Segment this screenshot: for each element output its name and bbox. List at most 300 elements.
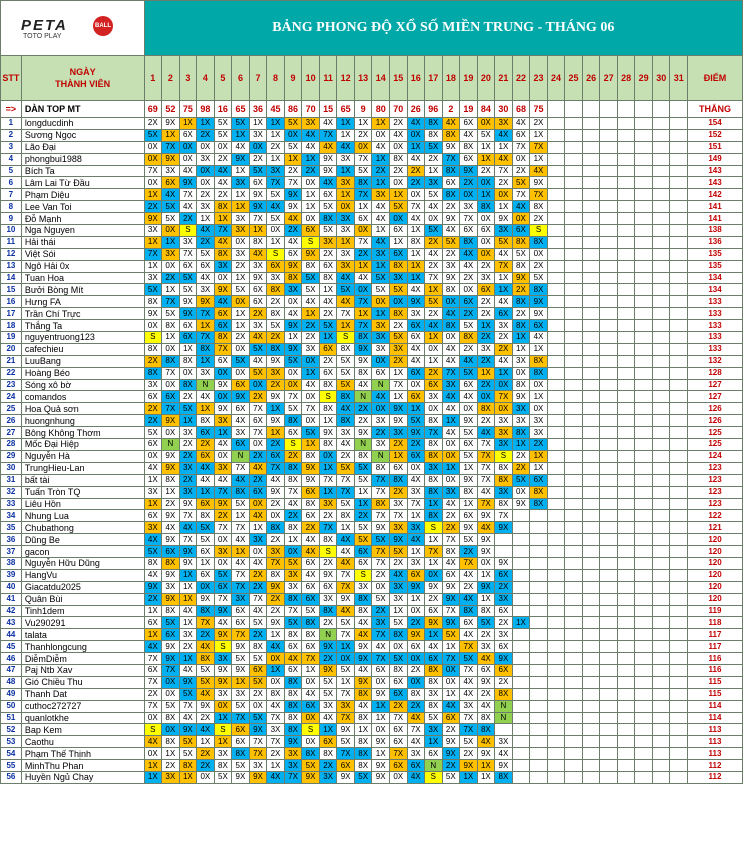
day-result: N (495, 712, 513, 724)
day-result: 4X (197, 641, 215, 653)
day-result: 0X (302, 415, 320, 427)
day-result: 8X (284, 700, 302, 712)
day-result: N (197, 379, 215, 391)
day-result: 4X (477, 486, 495, 498)
day-result: 9X (442, 748, 460, 760)
day-result: 5X (179, 272, 197, 284)
member-points: 113 (688, 748, 743, 760)
day-result: 8X (284, 724, 302, 736)
table-row (1, 153, 743, 165)
day-result (617, 415, 635, 427)
day-result: 7X (284, 177, 302, 189)
day-result (565, 332, 583, 344)
day-result (582, 712, 600, 724)
day-result: 5X (197, 664, 215, 676)
day-result: 5X (162, 308, 180, 320)
day-result: 3X (319, 771, 337, 783)
day-result: 1X (249, 225, 267, 237)
day-result: 7X (407, 498, 425, 510)
day-result: 7X (354, 296, 372, 308)
day-result: 9X (530, 308, 548, 320)
day-result: 0X (354, 225, 372, 237)
day-result (547, 581, 565, 593)
day-result (635, 332, 653, 344)
table-row (1, 332, 743, 344)
day-result (617, 450, 635, 462)
day-result (617, 748, 635, 760)
day-result (617, 641, 635, 653)
day-result: 3X (249, 129, 267, 141)
day-result (600, 486, 618, 498)
day-result (635, 474, 653, 486)
day-result: 8X (477, 605, 495, 617)
day-result: 1X (354, 201, 372, 213)
day-result (600, 510, 618, 522)
day-result (512, 557, 530, 569)
day-result: 7X (389, 510, 407, 522)
day-result (565, 748, 583, 760)
day-result: 1X (372, 177, 390, 189)
day-result (617, 379, 635, 391)
day-result: 3X (495, 118, 513, 130)
table-row (1, 664, 743, 676)
day-result: 0X (530, 379, 548, 391)
day-result: 9X (477, 676, 495, 688)
day-result: 1X (179, 118, 197, 130)
day-result: 6X (389, 248, 407, 260)
day-result: 4X (442, 557, 460, 569)
member-name: huongnhung (21, 415, 144, 427)
day-result: 5X (512, 248, 530, 260)
day-result: 2X (477, 332, 495, 344)
day-result (600, 129, 618, 141)
day-result: 6X (302, 700, 320, 712)
day-result: 1X (337, 129, 355, 141)
day-result (617, 664, 635, 676)
day-result: 9X (249, 201, 267, 213)
day-result: 9X (495, 760, 513, 772)
day-result: 3X (425, 724, 443, 736)
day-result: 8X (249, 641, 267, 653)
top-row-value: 70 (389, 101, 407, 118)
day-result: 0X (512, 213, 530, 225)
day-result: 8X (319, 534, 337, 546)
day-result (600, 320, 618, 332)
day-result (582, 664, 600, 676)
day-result: 2X (249, 629, 267, 641)
day-result: 1X (372, 153, 390, 165)
day-result (670, 700, 688, 712)
day-result: 1X (337, 165, 355, 177)
day-result: 3X (267, 367, 285, 379)
day-result (582, 165, 600, 177)
day-result: 9X (477, 510, 495, 522)
day-result: 8X (197, 653, 215, 665)
table-row (1, 439, 743, 451)
day-result (565, 474, 583, 486)
day-result: 2X (389, 439, 407, 451)
day-result: 0X (407, 676, 425, 688)
day-result: 8X (267, 308, 285, 320)
day-result (670, 676, 688, 688)
day-result (652, 260, 670, 272)
day-result: 1X (407, 260, 425, 272)
row-number: 40 (1, 581, 22, 593)
day-result: 6X (319, 367, 337, 379)
day-result: 7X (512, 189, 530, 201)
day-result: 1X (477, 569, 495, 581)
day-result: 5X (460, 653, 478, 665)
day-result (582, 676, 600, 688)
day-result: 1X (197, 355, 215, 367)
day-result: 8X (214, 248, 232, 260)
day-result: 3X (214, 415, 232, 427)
day-result: 0X (162, 676, 180, 688)
day-result (652, 450, 670, 462)
day-result (582, 546, 600, 558)
day-result: 1X (179, 581, 197, 593)
day-result: 7X (372, 557, 390, 569)
day-header-19: 19 (460, 56, 478, 101)
day-result (635, 165, 653, 177)
day-result: 0X (389, 177, 407, 189)
day-result: 5X (389, 332, 407, 344)
day-result: 5X (389, 546, 407, 558)
day-result (617, 736, 635, 748)
table-row (1, 569, 743, 581)
day-result: N (354, 391, 372, 403)
day-result (617, 534, 635, 546)
day-result: 3X (179, 629, 197, 641)
day-result (635, 415, 653, 427)
day-result: 8X (530, 486, 548, 498)
day-result: 7X (372, 629, 390, 641)
day-result: 5X (232, 118, 250, 130)
row-number: 46 (1, 653, 22, 665)
day-result: 3X (232, 427, 250, 439)
day-result: 1X (267, 629, 285, 641)
day-result: 9X (162, 653, 180, 665)
day-result: S (354, 569, 372, 581)
day-result: 7X (425, 427, 443, 439)
day-result: 6X (372, 664, 390, 676)
day-result: 9X (512, 498, 530, 510)
day-result: 6X (249, 486, 267, 498)
day-header-18: 18 (442, 56, 460, 101)
day-result (582, 379, 600, 391)
day-result: 8X (197, 415, 215, 427)
day-result: 3X (337, 153, 355, 165)
day-result: 8X (389, 153, 407, 165)
day-result (530, 557, 548, 569)
day-result (530, 664, 548, 676)
table-row (1, 355, 743, 367)
day-result: 4X (179, 165, 197, 177)
row-number: 13 (1, 260, 22, 272)
day-result: 1X (144, 605, 162, 617)
day-result (635, 272, 653, 284)
day-result: 6X (162, 391, 180, 403)
member-points: 127 (688, 379, 743, 391)
day-result: 5X (389, 284, 407, 296)
day-result: 1X (302, 439, 320, 451)
day-result: 7X (425, 546, 443, 558)
day-result: S (179, 225, 197, 237)
day-header-14: 14 (372, 56, 390, 101)
day-result: 1X (249, 522, 267, 534)
day-result: 6X (425, 605, 443, 617)
top-row-value (547, 101, 565, 118)
day-result (652, 712, 670, 724)
day-result: N (162, 439, 180, 451)
day-result (582, 569, 600, 581)
day-result (512, 664, 530, 676)
day-result: 4X (302, 569, 320, 581)
day-result: 9X (162, 118, 180, 130)
day-result: 2X (249, 474, 267, 486)
day-result (582, 177, 600, 189)
day-result (512, 771, 530, 783)
day-result: 1X (407, 225, 425, 237)
member-points: 133 (688, 296, 743, 308)
day-result: 9X (249, 771, 267, 783)
day-result (652, 367, 670, 379)
day-result: 6X (197, 260, 215, 272)
member-points: 112 (688, 760, 743, 772)
day-result (617, 427, 635, 439)
day-result (600, 450, 618, 462)
day-result: 8X (407, 236, 425, 248)
day-header-23: 23 (530, 56, 548, 101)
day-result (670, 284, 688, 296)
day-result: 2X (267, 593, 285, 605)
day-result: 9X (319, 427, 337, 439)
member-name: Giacatdu2025 (21, 581, 144, 593)
member-name: Dũng Be (21, 534, 144, 546)
day-result: 7X (249, 213, 267, 225)
day-result (565, 379, 583, 391)
day-result: 0X (214, 272, 232, 284)
day-result: 8X (179, 355, 197, 367)
day-result (565, 641, 583, 653)
day-result: 5X (179, 403, 197, 415)
day-result: 0X (249, 700, 267, 712)
day-result: 5X (354, 474, 372, 486)
day-result: 4X (319, 141, 337, 153)
day-result: 9X (495, 557, 513, 569)
table-row (1, 284, 743, 296)
day-result: 4X (214, 236, 232, 248)
day-result: 3X (179, 427, 197, 439)
day-result (670, 391, 688, 403)
day-result (565, 118, 583, 130)
day-result: 2X (249, 450, 267, 462)
row-number: 27 (1, 427, 22, 439)
member-name: Thắng Ta (21, 320, 144, 332)
day-result (635, 546, 653, 558)
day-result: 8X (425, 676, 443, 688)
day-result: 3X (267, 272, 285, 284)
day-result: 2X (319, 355, 337, 367)
day-result (547, 415, 565, 427)
day-result: 2X (372, 427, 390, 439)
day-result: 1X (389, 236, 407, 248)
day-result (565, 296, 583, 308)
day-result: 2X (512, 284, 530, 296)
row-number: 25 (1, 403, 22, 415)
day-result: 0X (232, 296, 250, 308)
day-result (652, 320, 670, 332)
member-points: 123 (688, 474, 743, 486)
top-row-value: 65 (337, 101, 355, 118)
day-result: 4X (372, 641, 390, 653)
name-header-line: THÀNH VIÊN (55, 79, 111, 89)
day-result: 4X (302, 296, 320, 308)
day-result: 5X (197, 248, 215, 260)
day-header-17: 17 (425, 56, 443, 101)
day-result: 0X (442, 676, 460, 688)
day-result (530, 510, 548, 522)
day-result: 6X (389, 724, 407, 736)
day-result: 5X (179, 284, 197, 296)
day-result: 7X (442, 367, 460, 379)
day-result (600, 189, 618, 201)
day-result (565, 391, 583, 403)
day-result: 4X (249, 462, 267, 474)
day-result: 7X (354, 236, 372, 248)
day-result: 4X (179, 201, 197, 213)
member-points: 133 (688, 343, 743, 355)
day-result: 7X (162, 664, 180, 676)
day-result: 1X (319, 486, 337, 498)
day-result: 7X (232, 712, 250, 724)
day-result (635, 296, 653, 308)
day-result: 8X (284, 629, 302, 641)
day-result: 0X (162, 724, 180, 736)
table-row (1, 593, 743, 605)
day-result: 6X (197, 498, 215, 510)
day-result: 2X (319, 617, 337, 629)
day-result: 2X (407, 177, 425, 189)
day-result: 7X (232, 581, 250, 593)
day-result (530, 605, 548, 617)
day-result (547, 641, 565, 653)
day-result (670, 248, 688, 260)
day-result (512, 510, 530, 522)
day-result: 4X (407, 771, 425, 783)
row-number: 3 (1, 141, 22, 153)
day-result (582, 474, 600, 486)
day-header-8: 8 (267, 56, 285, 101)
day-result: 7X (337, 712, 355, 724)
member-name: Sóng xô bờ (21, 379, 144, 391)
day-result (547, 118, 565, 130)
day-result: 3X (214, 462, 232, 474)
day-result (600, 641, 618, 653)
day-result (547, 284, 565, 296)
row-number: 31 (1, 474, 22, 486)
day-result: 7X (337, 474, 355, 486)
day-header-22: 22 (512, 56, 530, 101)
day-result: 1X (337, 641, 355, 653)
day-result: 7X (372, 653, 390, 665)
row-number: 54 (1, 748, 22, 760)
day-result: 2X (319, 248, 337, 260)
day-result: 3X (337, 700, 355, 712)
row-number: 8 (1, 201, 22, 213)
day-result: 5X (232, 760, 250, 772)
day-result: 5X (354, 534, 372, 546)
day-result: 5X (302, 760, 320, 772)
day-result: 1X (337, 676, 355, 688)
top-row-value (565, 101, 583, 118)
day-result: 9X (460, 522, 478, 534)
day-result: 0X (477, 177, 495, 189)
day-result: 0X (214, 391, 232, 403)
day-result: 4X (267, 474, 285, 486)
day-result: 7X (460, 664, 478, 676)
day-result: 4X (337, 141, 355, 153)
top-row-value: 65 (232, 101, 250, 118)
member-name: Phạm Diệu (21, 189, 144, 201)
day-result (600, 403, 618, 415)
day-result (670, 641, 688, 653)
day-result (635, 534, 653, 546)
day-result: 4X (197, 474, 215, 486)
day-result: 2X (214, 510, 232, 522)
day-result (670, 486, 688, 498)
day-result: 4X (442, 700, 460, 712)
day-result: 9X (512, 391, 530, 403)
day-result: 7X (477, 439, 495, 451)
day-result: 5X (249, 676, 267, 688)
day-result: 2X (249, 581, 267, 593)
day-result (512, 700, 530, 712)
day-result: 4X (284, 236, 302, 248)
day-result: S (144, 332, 162, 344)
day-result: 1X (197, 736, 215, 748)
day-result: 1X (197, 486, 215, 498)
day-result: 4X (407, 534, 425, 546)
day-result: 9X (249, 189, 267, 201)
logo-text: PETA (21, 17, 68, 34)
day-result: 7X (460, 641, 478, 653)
day-result: 3X (267, 724, 285, 736)
day-result (547, 272, 565, 284)
top-row-value: 80 (372, 101, 390, 118)
day-result (547, 189, 565, 201)
day-result: 3X (249, 320, 267, 332)
day-header-3: 3 (179, 56, 197, 101)
day-result: 1X (372, 308, 390, 320)
day-result: 8X (284, 593, 302, 605)
day-result: 5X (337, 498, 355, 510)
day-result (652, 248, 670, 260)
member-points: 128 (688, 367, 743, 379)
day-result (670, 296, 688, 308)
day-result: 4X (267, 771, 285, 783)
day-result: 5X (232, 700, 250, 712)
day-result: 6X (495, 641, 513, 653)
day-result (652, 534, 670, 546)
day-result (635, 177, 653, 189)
day-result: 9X (319, 664, 337, 676)
table-row (1, 498, 743, 510)
day-result: 0X (495, 379, 513, 391)
day-result (617, 141, 635, 153)
day-result: 8X (442, 165, 460, 177)
day-result: 4X (232, 474, 250, 486)
